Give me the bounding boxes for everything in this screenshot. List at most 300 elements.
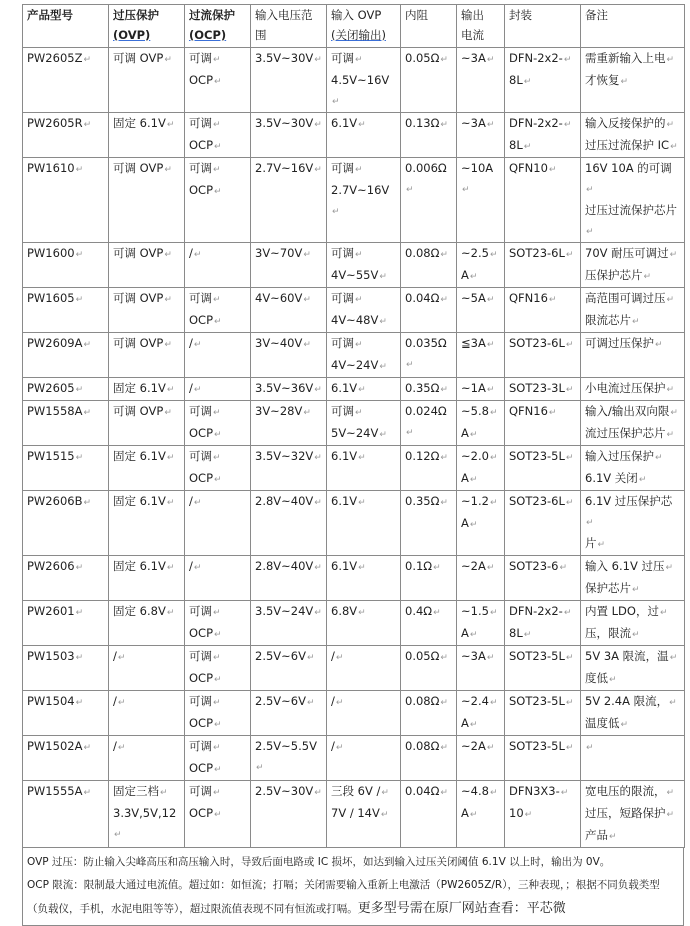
- cell-ocp: [185, 333, 251, 378]
- cell-line: 4.5V~16V ↵: [331, 73, 389, 107]
- cell-line: SOT23-5L ↵: [509, 739, 573, 753]
- cell-line: ~2A ↵: [461, 559, 494, 573]
- cell-line: 压，限流 ↵: [585, 626, 640, 640]
- cell-line: / ↵: [331, 739, 343, 753]
- cell-line: 可调 OVP ↵: [113, 336, 172, 350]
- cell-resistance: [401, 491, 457, 556]
- cell-line: ~3A ↵: [461, 649, 494, 663]
- note-load-types: （负载仪，手机，水泥电阻等等），超过限流值表现不同有恒流或打嗝。: [27, 903, 358, 915]
- table-row: [23, 288, 685, 333]
- cell-ocp: [185, 736, 251, 781]
- cell-model: [23, 48, 109, 113]
- cell-ovp: [109, 158, 185, 243]
- cell-line: 过压过流保护 IC ↵: [585, 138, 678, 152]
- cell-input-range: [251, 333, 327, 378]
- cell-resistance: [401, 243, 457, 288]
- cell-line: ~1.2 ↵: [461, 494, 497, 508]
- cell-resistance: [401, 781, 457, 848]
- cell-line: 可调 ↵: [189, 291, 221, 305]
- cell-output-current: [457, 288, 505, 333]
- cell-model: [23, 491, 109, 556]
- cell-line: 4V~48V ↵: [331, 313, 387, 327]
- table-row: [23, 113, 685, 158]
- cell-package: [505, 691, 581, 736]
- cell-model: [23, 378, 109, 401]
- cell-line: 可调 ↵: [189, 694, 221, 708]
- cell-line: 0.05Ω ↵: [405, 649, 448, 663]
- cell-package: [505, 113, 581, 158]
- cell-line: 0.04Ω ↵: [405, 291, 448, 305]
- table-row: [23, 333, 685, 378]
- cell-line: 6.1V ↵: [331, 381, 366, 395]
- cell-resistance: [401, 333, 457, 378]
- cell-input-range: [251, 378, 327, 401]
- cell-line: OCP ↵: [189, 761, 222, 775]
- cell-remarks: [581, 601, 685, 646]
- cell-line: 5V 2.4A 限流， ↵: [585, 694, 677, 708]
- cell-line: 4V~60V ↵: [255, 291, 311, 305]
- cell-line: OCP ↵: [189, 183, 222, 197]
- cell-line: 3.5V~36V ↵: [255, 381, 322, 395]
- cell-output-current: [457, 333, 505, 378]
- cell-line: OCP ↵: [189, 806, 222, 820]
- header-line: (OVP): [113, 28, 151, 42]
- cell-model: [23, 243, 109, 288]
- cell-line: PW1600 ↵: [27, 246, 83, 260]
- cell-model: [23, 401, 109, 446]
- cell-remarks: [581, 243, 685, 288]
- cell-package: [505, 158, 581, 243]
- cell-line: 固定 6.1V ↵: [113, 494, 174, 508]
- cell-package: [505, 446, 581, 491]
- cell-line: 输入过压保护 ↵: [585, 449, 663, 463]
- cell-package: [505, 243, 581, 288]
- cell-line: 0.006Ω ↵: [405, 161, 447, 195]
- cell-line: 度低 ↵: [585, 671, 617, 685]
- table-row: [23, 556, 685, 601]
- cell-line: DFN-2x2- ↵: [509, 51, 571, 65]
- table-row: [23, 48, 685, 113]
- cell-ovp: [109, 48, 185, 113]
- cell-line: ~2.5 ↵: [461, 246, 497, 260]
- cell-remarks: [581, 158, 685, 243]
- cell-line: 0.13Ω ↵: [405, 116, 448, 130]
- header-line: 过压保护: [113, 8, 159, 22]
- table-row: [23, 491, 685, 556]
- cell-line: OCP ↵: [189, 626, 222, 640]
- cell-line: OCP ↵: [189, 471, 222, 485]
- cell-input-range: [251, 491, 327, 556]
- cell-ocp: [185, 243, 251, 288]
- cell-line: 可调 ↵: [189, 161, 221, 175]
- cell-line: 压保护芯片 ↵: [585, 268, 651, 282]
- header-line: 封装: [509, 8, 532, 22]
- cell-line: / ↵: [189, 246, 201, 260]
- cell-input-range: [251, 288, 327, 333]
- cell-line: 内置 LDO，过 ↵: [585, 604, 668, 618]
- cell-line: 可调 ↵: [189, 649, 221, 663]
- cell-line: ~2A ↵: [461, 739, 494, 753]
- cell-line: OCP ↵: [189, 671, 222, 685]
- cell-output-current: [457, 113, 505, 158]
- cell-line: 6.1V ↵: [331, 494, 366, 508]
- cell-output-current: [457, 243, 505, 288]
- cell-ovp: [109, 288, 185, 333]
- cell-line: A ↵: [461, 716, 477, 730]
- header-package: [505, 5, 581, 48]
- cell-line: / ↵: [331, 694, 343, 708]
- cell-line: PW2609A ↵: [27, 336, 91, 350]
- cell-remarks: [581, 646, 685, 691]
- cell-line: 输入/输出双向限 ↵: [585, 404, 678, 418]
- cell-line: 0.08Ω ↵: [405, 694, 448, 708]
- cell-input-range: [251, 113, 327, 158]
- cell-input-ovp: [327, 243, 401, 288]
- cell-remarks: [581, 378, 685, 401]
- cell-line: 3V~70V ↵: [255, 246, 311, 260]
- header-line: 围: [255, 28, 267, 42]
- cell-line: 输入 6.1V 过压 ↵: [585, 559, 673, 573]
- header-resistance: [401, 5, 457, 48]
- cell-line: 0.4Ω ↵: [405, 604, 441, 618]
- cell-line: 高范围可调过压 ↵: [585, 291, 674, 305]
- cell-resistance: [401, 378, 457, 401]
- cell-input-range: [251, 646, 327, 691]
- cell-line: 2.8V~40V ↵: [255, 494, 322, 508]
- cell-line: 固定 6.1V ↵: [113, 381, 174, 395]
- cell-line: 流过压保护芯片 ↵: [585, 426, 674, 440]
- cell-input-ovp: [327, 601, 401, 646]
- cell-input-range: [251, 781, 327, 848]
- cell-resistance: [401, 446, 457, 491]
- cell-ovp: [109, 378, 185, 401]
- cell-input-ovp: [327, 736, 401, 781]
- cell-remarks: [581, 491, 685, 556]
- cell-line: ~3A ↵: [461, 51, 494, 65]
- cell-input-range: [251, 158, 327, 243]
- cell-line: 0.08Ω ↵: [405, 246, 448, 260]
- cell-input-range: [251, 446, 327, 491]
- cell-model: [23, 736, 109, 781]
- spec-sheet: [22, 4, 684, 926]
- header-input-range: [251, 5, 327, 48]
- cell-line: 固定 6.8V ↵: [113, 604, 174, 618]
- cell-ocp: [185, 491, 251, 556]
- cell-input-ovp: [327, 446, 401, 491]
- cell-resistance: [401, 556, 457, 601]
- cell-line: 才恢复 ↵: [585, 73, 628, 87]
- cell-input-ovp: [327, 288, 401, 333]
- cell-line: 0.35Ω ↵: [405, 494, 448, 508]
- table-row: [23, 378, 685, 401]
- cell-resistance: [401, 601, 457, 646]
- cell-remarks: [581, 446, 685, 491]
- cell-input-range: [251, 48, 327, 113]
- cell-line: 输入反接保护的 ↵: [585, 116, 674, 130]
- cell-line: 可调 ↵: [331, 246, 363, 260]
- cell-ocp: [185, 401, 251, 446]
- cell-line: PW1610 ↵: [27, 161, 83, 175]
- cell-ovp: [109, 691, 185, 736]
- cell-line: / ↵: [331, 649, 343, 663]
- cell-package: [505, 781, 581, 848]
- cell-model: [23, 646, 109, 691]
- cell-ocp: [185, 781, 251, 848]
- cell-line: SOT23-5L ↵: [509, 649, 573, 663]
- cell-line: 可调 OVP ↵: [113, 161, 172, 175]
- cell-model: [23, 113, 109, 158]
- cell-line: PW2605R ↵: [27, 116, 91, 130]
- note-ocp-continued: [27, 897, 679, 921]
- cell-line: 可调 ↵: [189, 784, 221, 798]
- cell-remarks: [581, 736, 685, 781]
- cell-remarks: [581, 113, 685, 158]
- cell-line: 0.024Ω ↵: [405, 404, 447, 438]
- cell-line: 3.3V,5V,12 ↵: [113, 806, 176, 840]
- cell-model: [23, 446, 109, 491]
- cell-line: 过压过流保护芯片 ↵: [585, 203, 677, 237]
- cell-line: 0.1Ω ↵: [405, 559, 441, 573]
- cell-ocp: [185, 288, 251, 333]
- cell-input-ovp: [327, 401, 401, 446]
- header-line: (OCP): [189, 28, 227, 42]
- cell-line: QFN10 ↵: [509, 161, 556, 175]
- cell-package: [505, 288, 581, 333]
- table-row: [23, 691, 685, 736]
- cell-line: / ↵: [189, 494, 201, 508]
- header-output-current: [457, 5, 505, 48]
- cell-line: 可调 ↵: [331, 51, 363, 65]
- cell-input-ovp: [327, 333, 401, 378]
- cell-line: ~5.8 ↵: [461, 404, 497, 418]
- header-ovp: [109, 5, 185, 48]
- header-line: 电流: [461, 28, 484, 42]
- cell-line: 宽电压的限流， ↵: [585, 784, 674, 798]
- cell-line: 2.5V~5.5V ↵: [255, 739, 317, 773]
- cell-line: A ↵: [461, 516, 477, 530]
- cell-resistance: [401, 288, 457, 333]
- cell-line: 过压，短路保护 ↵: [585, 806, 674, 820]
- cell-line: SOT23-6L ↵: [509, 336, 573, 350]
- cell-line: / ↵: [189, 381, 201, 395]
- cell-resistance: [401, 158, 457, 243]
- cell-line: 可调 OVP ↵: [113, 291, 172, 305]
- cell-line: 2.7V~16V ↵: [331, 183, 389, 217]
- cell-line: 0.04Ω ↵: [405, 784, 448, 798]
- cell-ocp: [185, 446, 251, 491]
- cell-line: PW2605Z ↵: [27, 51, 91, 65]
- cell-ovp: [109, 736, 185, 781]
- cell-model: [23, 601, 109, 646]
- cell-remarks: [581, 781, 685, 848]
- cell-line: 固定 6.1V ↵: [113, 559, 174, 573]
- cell-line: 4V~24V ↵: [331, 358, 387, 372]
- cell-input-ovp: [327, 158, 401, 243]
- cell-line: 0.12Ω ↵: [405, 449, 448, 463]
- cell-line: 固定三档 ↵: [113, 784, 168, 798]
- table-row: [23, 646, 685, 691]
- note-more-models: 更多型号需在原厂网站查看：平芯微: [357, 901, 566, 916]
- cell-line: ~2.0 ↵: [461, 449, 497, 463]
- cell-line: 可调 ↵: [331, 291, 363, 305]
- table-row: [23, 446, 685, 491]
- cell-ovp: [109, 333, 185, 378]
- cell-resistance: [401, 113, 457, 158]
- cell-line: QFN16 ↵: [509, 291, 556, 305]
- cell-remarks: [581, 691, 685, 736]
- cell-line: QFN16 ↵: [509, 404, 556, 418]
- cell-line: 5V~24V ↵: [331, 426, 387, 440]
- cell-output-current: [457, 378, 505, 401]
- header-line: 输入电压范: [255, 8, 313, 22]
- cell-model: [23, 333, 109, 378]
- cell-input-ovp: [327, 113, 401, 158]
- cell-package: [505, 556, 581, 601]
- cell-line: DFN3X3- ↵: [509, 784, 568, 798]
- cell-line: 2.5V~30V ↵: [255, 784, 322, 798]
- cell-package: [505, 48, 581, 113]
- cell-line: 3.5V~30V ↵: [255, 51, 322, 65]
- cell-model: [23, 288, 109, 333]
- cell-ocp: [185, 556, 251, 601]
- cell-line: 5V 3A 限流，温 ↵: [585, 649, 677, 663]
- table-row: [23, 781, 685, 848]
- table-row: [23, 601, 685, 646]
- cell-line: ~1.5 ↵: [461, 604, 497, 618]
- cell-line: SOT23-5L ↵: [509, 449, 573, 463]
- cell-line: 产品 ↵: [585, 828, 617, 842]
- cell-line: 7V / 14V ↵: [331, 806, 388, 820]
- header-line: 产品型号: [27, 8, 73, 22]
- cell-package: [505, 601, 581, 646]
- cell-line: SOT23-6 ↵: [509, 559, 567, 573]
- cell-output-current: [457, 556, 505, 601]
- cell-ocp: [185, 691, 251, 736]
- cell-line: 16V 10A 的可调 ↵: [585, 161, 672, 195]
- cell-line: 需重新输入上电 ↵: [585, 51, 674, 65]
- cell-model: [23, 158, 109, 243]
- cell-line: 可调 ↵: [189, 404, 221, 418]
- cell-input-ovp: [327, 646, 401, 691]
- cell-line: OCP ↵: [189, 73, 222, 87]
- cell-line: 6.1V ↵: [331, 449, 366, 463]
- table-row: [23, 401, 685, 446]
- cell-output-current: [457, 158, 505, 243]
- cell-line: ~2.4 ↵: [461, 694, 497, 708]
- header-ocp: [185, 5, 251, 48]
- cell-package: [505, 646, 581, 691]
- cell-resistance: [401, 691, 457, 736]
- cell-output-current: [457, 646, 505, 691]
- cell-line: PW2605 ↵: [27, 381, 83, 395]
- cell-resistance: [401, 401, 457, 446]
- header-remarks: [581, 5, 685, 48]
- cell-line: 6.1V ↵: [331, 559, 366, 573]
- cell-line: 70V 耐压可调过 ↵: [585, 246, 677, 260]
- cell-line: 限流芯片 ↵: [585, 313, 640, 327]
- cell-input-range: [251, 243, 327, 288]
- cell-line: 可调 OVP ↵: [113, 51, 172, 65]
- cell-line: 3.5V~30V ↵: [255, 116, 322, 130]
- cell-line: PW2606 ↵: [27, 559, 83, 573]
- cell-line: 可调 ↵: [189, 51, 221, 65]
- cell-line: ~3A ↵: [461, 116, 494, 130]
- cell-line: 固定 6.1V ↵: [113, 116, 174, 130]
- cell-line: 可调 ↵: [331, 161, 363, 175]
- table-row: [23, 736, 685, 781]
- table-header-row: [23, 5, 685, 48]
- cell-input-range: [251, 556, 327, 601]
- cell-line: 6.1V 过压保护芯 ↵: [585, 494, 672, 528]
- cell-line: / ↵: [113, 694, 125, 708]
- cell-line: 可调 ↵: [189, 449, 221, 463]
- cell-line: 2.5V~6V ↵: [255, 694, 315, 708]
- header-model: [23, 5, 109, 48]
- cell-line: OCP ↵: [189, 426, 222, 440]
- cell-line: A ↵: [461, 471, 477, 485]
- cell-line: 2.5V~6V ↵: [255, 649, 315, 663]
- cell-line: 可调 ↵: [331, 336, 363, 350]
- cell-line: ~4.8 ↵: [461, 784, 497, 798]
- cell-ovp: [109, 446, 185, 491]
- cell-line: ~5A ↵: [461, 291, 494, 305]
- cell-line: PW1605 ↵: [27, 291, 83, 305]
- cell-line: 3V~40V ↵: [255, 336, 311, 350]
- cell-ovp: [109, 113, 185, 158]
- cell-resistance: [401, 736, 457, 781]
- cell-ovp: [109, 491, 185, 556]
- cell-ovp: [109, 601, 185, 646]
- cell-line: ~10A ↵: [461, 161, 493, 195]
- cell-line: 可调 OVP ↵: [113, 246, 172, 260]
- cell-output-current: [457, 736, 505, 781]
- cell-line: / ↵: [189, 559, 201, 573]
- cell-line: DFN-2x2- ↵: [509, 116, 571, 130]
- cell-line: OCP ↵: [189, 313, 222, 327]
- cell-line: 可调过压保护 ↵: [585, 336, 663, 350]
- cell-line: 温度低 ↵: [585, 716, 628, 730]
- cell-line: 3V~28V ↵: [255, 404, 311, 418]
- cell-model: [23, 556, 109, 601]
- cell-line: 可调 ↵: [331, 404, 363, 418]
- cell-line: 0.35Ω ↵: [405, 381, 448, 395]
- cell-line: 0.08Ω ↵: [405, 739, 448, 753]
- cell-model: [23, 691, 109, 736]
- cell-line: OCP ↵: [189, 716, 222, 730]
- cell-line: 3.5V~32V ↵: [255, 449, 322, 463]
- cell-line: PW1515 ↵: [27, 449, 83, 463]
- cell-ocp: [185, 378, 251, 401]
- cell-line: 6.1V ↵: [331, 116, 366, 130]
- cell-line: 10 ↵: [509, 806, 532, 820]
- cell-line: SOT23-6L ↵: [509, 246, 573, 260]
- cell-output-current: [457, 781, 505, 848]
- cell-line: PW1558A ↵: [27, 404, 91, 418]
- cell-line: 0.035Ω ↵: [405, 336, 447, 370]
- cell-package: [505, 736, 581, 781]
- product-table: [22, 4, 685, 848]
- cell-line: DFN-2x2- ↵: [509, 604, 571, 618]
- cell-line: PW1555A ↵: [27, 784, 91, 798]
- header-line: (关闭输出): [331, 28, 386, 42]
- cell-line: OCP ↵: [189, 138, 222, 152]
- cell-line: 可调 ↵: [189, 739, 221, 753]
- cell-ocp: [185, 158, 251, 243]
- header-line: 内阻: [405, 8, 428, 22]
- cell-input-ovp: [327, 378, 401, 401]
- cell-input-ovp: [327, 48, 401, 113]
- cell-package: [505, 333, 581, 378]
